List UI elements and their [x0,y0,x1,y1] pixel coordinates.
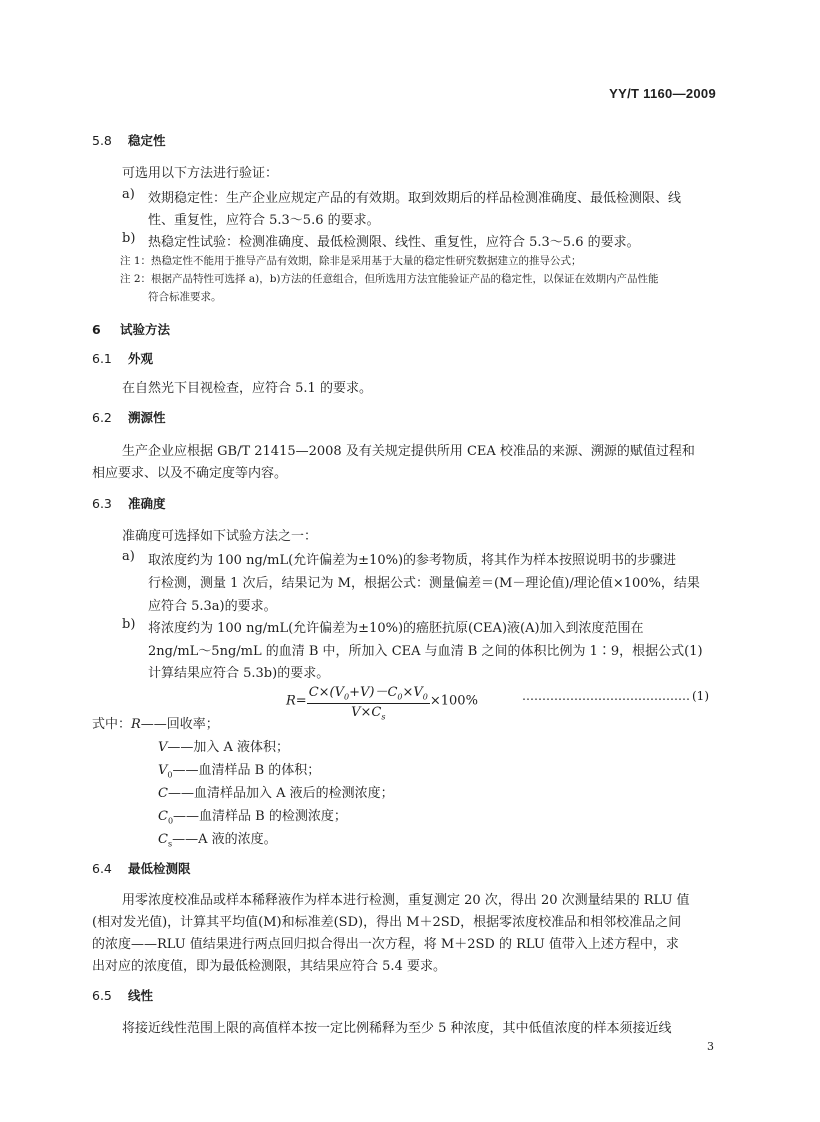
s58-a-line1: 效期稳定性：生产企业应规定产品的有效期。取到效期后的样品检测准确度、最低检测限、线 [148,191,682,206]
formula-leader-dots: …………………………………… [522,689,690,703]
s63-a-line3: 应符合 5.3a)的要求。 [148,599,277,614]
section-number: 6.5 [92,988,112,1003]
s63-b-line1: 将浓度约为 100 ng/mL(允许偏差为±10%)的癌胚抗原(CEA)液(A)加入到浓度范围在 [148,621,644,636]
s58-b-label: b) [122,231,136,246]
formula-number: (1) [692,689,709,703]
section-6-heading [92,320,170,338]
section-6-5-heading [92,986,153,1004]
section-6-2-heading [92,408,166,426]
s64-line1: 用零浓度校准品或样本稀释液作为样本进行检测，重复测定 20 次，得出 20 次测量结果的 RLU 值 [122,893,690,908]
section-number: 6.3 [92,496,112,511]
s65-line1: 将接近线性范围上限的高值样本按一定比例稀释为至少 5 种浓度，其中低值浓度的样本须接近线 [122,1021,672,1036]
section-title: 外观 [128,351,154,366]
section-5-8-heading [92,131,166,149]
formula-numerator: $C\times(V_0+V)-C_0\times V_0$ [307,681,430,704]
section-6-4-heading [92,859,191,877]
section-number: 6.4 [92,861,112,876]
s63-b-line2: 2ng/mL～5ng/mL 的血清 B 中，所加入 CEA 与血清 B 之间的体积比例为 1∶9，根据公式(1) [148,644,703,659]
formula-tail: ×100% [429,693,478,709]
var-c: C——血清样品加入 A 液后的检测浓度； [158,786,394,801]
standard-number: YY/T 1160—2009 [609,86,716,101]
s62-line2: 相应要求、以及不确定度等内容。 [92,466,288,481]
var-v: V——加入 A 液体积； [158,740,290,755]
s58-intro: 可选用以下方法进行验证： [122,166,279,181]
s61-text: 在自然光下目视检查，应符合 5.1 的要求。 [122,381,372,396]
s58-note1: 注 1：热稳定性不能用于推导产品有效期，除非是采用基于大量的稳定性研究数据建立的推导公式； [120,255,582,267]
s63-a-line2: 行检测，测量 1 次后，结果记为 M，根据公式：测量偏差＝(M－理论值)/理论值×100%，结果 [148,576,700,591]
s64-line3: 的浓度——RLU 值结果进行两点回归拟合得出一次方程，将 M＋2SD 的 RLU 值带入上述方程中，求 [92,937,679,952]
s58-note2-line1: 注 2：根据产品特性可选择 a)，b)方法的任意组合，但所选用方法宜能验证产品的稳定性，以保证在效期内产品性能 [120,273,659,285]
var-c0: $C_0——$血清样品 B 的检测浓度； [158,809,347,826]
section-number: 6 [92,322,101,337]
s58-a-line2: 性、重复性，应符合 5.3～5.6 的要求。 [148,213,380,228]
section-number: 6.2 [92,410,112,425]
s63-a-line1: 取浓度约为 100 ng/mL(允许偏差为±10%)的参考物质，将其作为样本按照说明书的步骤进 [148,553,677,568]
section-number: 6.1 [92,351,112,366]
section-title: 试验方法 [120,322,171,337]
section-number: 5.8 [92,133,112,148]
var-r: R——回收率； [131,717,219,732]
formula-denominator: $V\times C_s$ [351,704,386,722]
s62-line1: 生产企业应根据 GB/T 21415—2008 及有关规定提供所用 CEA 校准品的来源、溯源的赋值过程和 [122,444,695,459]
section-title: 稳定性 [128,133,166,148]
s63-a-label: a) [122,549,135,564]
formula-lhs: R= [286,693,307,709]
section-title: 溯源性 [128,410,166,425]
s63-b-label: b) [122,617,136,632]
s64-line2: (相对发光值)，计算其平均值(M)和标准差(SD)，得出 M＋2SD，根据零浓度校准品和相邻校准品之间 [92,915,682,930]
formula-1 [286,681,478,721]
where-label: 式中： [92,717,132,732]
s58-a-label: a) [122,187,135,202]
var-v0: $V_0——$血清样品 B 的体积； [158,763,321,780]
formula-fraction [307,681,430,721]
page-number: 3 [707,1040,714,1053]
s58-b-line1: 热稳定性试验：检测准确度、最低检测限、线性、重复性，应符合 5.3～5.6 的要求。 [148,235,640,250]
section-6-3-heading [92,494,166,512]
section-title: 最低检测限 [128,861,191,876]
s63-b-line3: 计算结果应符合 5.3b)的要求。 [148,666,330,681]
s58-note2-line2: 符合标准要求。 [148,291,222,303]
s64-line4: 出对应的浓度值，即为最低检测限，其结果应符合 5.4 要求。 [92,959,446,974]
section-6-1-heading [92,349,153,367]
section-title: 线性 [128,988,154,1003]
var-cs: $C_s——A$ 液的浓度。 [158,832,277,849]
s63-intro: 准确度可选择如下试验方法之一： [122,529,318,544]
section-title: 准确度 [128,496,166,511]
